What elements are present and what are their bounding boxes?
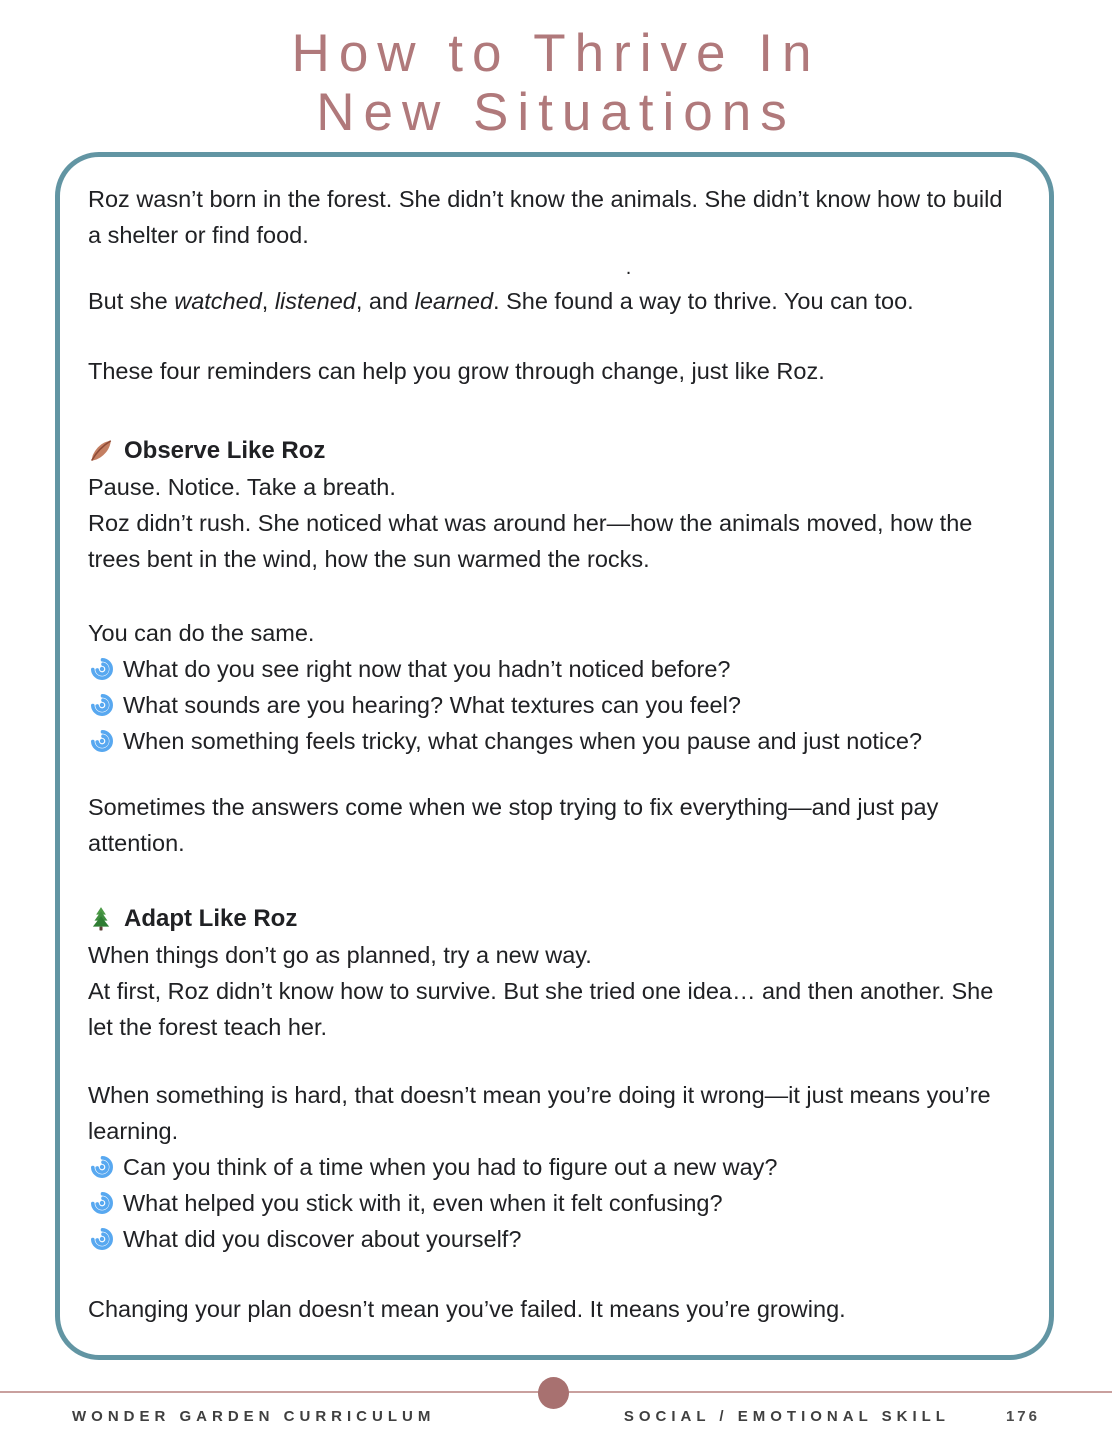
observe-line-2: Roz didn’t rush. She noticed what was around her—how the animals moved, how the trees bent in the wind, how the sun warmed the rocks. bbox=[88, 510, 973, 572]
cyclone-icon bbox=[90, 657, 114, 681]
text-fragment: But she bbox=[88, 288, 175, 314]
stray-dot: . bbox=[625, 257, 632, 279]
cyclone-icon bbox=[90, 1155, 114, 1179]
adapt-line-2: At first, Roz didn’t know how to survive. But she tried one idea… and then another. She let the forest teach her. bbox=[88, 978, 994, 1040]
page-footer bbox=[0, 1378, 1112, 1440]
italic-word-listened: listened bbox=[274, 288, 356, 314]
page-title bbox=[0, 0, 1112, 143]
observe-bullet-3 bbox=[88, 723, 1019, 759]
text-fragment: . She found a way to thrive. You can too. bbox=[493, 288, 914, 314]
adapt-bullet-1 bbox=[88, 1149, 1019, 1185]
bullet-text: What do you see right now that you hadn’t noticed before? bbox=[123, 656, 731, 682]
adapt-closing: Changing your plan doesn’t mean you’ve failed. It means you’re growing. bbox=[88, 1296, 846, 1322]
footer-text-row bbox=[0, 1408, 1112, 1425]
section-heading-text: Observe Like Roz bbox=[124, 437, 326, 464]
adapt-bullet-2 bbox=[88, 1185, 1019, 1221]
cyclone-icon bbox=[90, 1227, 114, 1251]
adapt-lead-in: When something is hard, that doesn’t mean you’re doing it wrong—it just means you’re learning. bbox=[88, 1082, 991, 1144]
observe-lead-in: You can do the same. bbox=[88, 620, 315, 646]
adapt-bullet-3 bbox=[88, 1221, 1019, 1257]
observe-bullet-1 bbox=[88, 651, 1019, 687]
page-number: 176 bbox=[1005, 1408, 1040, 1425]
intro-paragraph-3: These four reminders can help you grow through change, just like Roz. bbox=[88, 358, 825, 384]
italic-word-watched: watched bbox=[174, 288, 262, 314]
bullet-text: Can you think of a time when you had to figure out a new way? bbox=[123, 1154, 778, 1180]
section-heading-observe bbox=[88, 433, 1019, 469]
bullet-text: What did you discover about yourself? bbox=[123, 1226, 522, 1252]
intro-paragraph-2 bbox=[88, 283, 1019, 319]
observe-closing: Sometimes the answers come when we stop trying to fix everything—and just pay attention. bbox=[88, 794, 939, 856]
text-fragment: , and bbox=[355, 288, 415, 314]
footer-category: SOCIAL / EMOTIONAL SKILL bbox=[623, 1408, 950, 1425]
bullet-text: What helped you stick with it, even when it felt confusing? bbox=[123, 1190, 723, 1216]
adapt-line-1: When things don’t go as planned, try a new way. bbox=[88, 942, 592, 968]
text-fragment: , bbox=[261, 288, 275, 314]
bullet-text: What sounds are you hearing? What textures can you feel? bbox=[123, 692, 741, 718]
content-box bbox=[55, 152, 1054, 1360]
observe-bullet-2 bbox=[88, 687, 1019, 723]
cyclone-icon bbox=[90, 1191, 114, 1215]
section-heading-text: Adapt Like Roz bbox=[124, 905, 298, 932]
footer-brand: WONDER GARDEN CURRICULUM bbox=[72, 1408, 436, 1425]
section-heading-adapt bbox=[88, 901, 1019, 937]
evergreen-tree-icon bbox=[88, 906, 114, 932]
page-title-line2: New Situations bbox=[316, 83, 796, 143]
italic-word-learned: learned bbox=[414, 288, 494, 314]
page-title-line1: How to Thrive In bbox=[291, 24, 821, 83]
intro-paragraph-1: Roz wasn’t born in the forest. She didn’t know the animals. She didn’t know how to build a shelter or find food. bbox=[88, 186, 1003, 248]
observe-line-1: Pause. Notice. Take a breath. bbox=[88, 474, 396, 500]
cyclone-icon bbox=[90, 729, 114, 753]
bullet-text: When something feels tricky, what changes when you pause and just notice? bbox=[123, 728, 923, 754]
footer-center-dot bbox=[538, 1377, 569, 1409]
cyclone-icon bbox=[90, 693, 114, 717]
feather-icon bbox=[88, 438, 114, 464]
